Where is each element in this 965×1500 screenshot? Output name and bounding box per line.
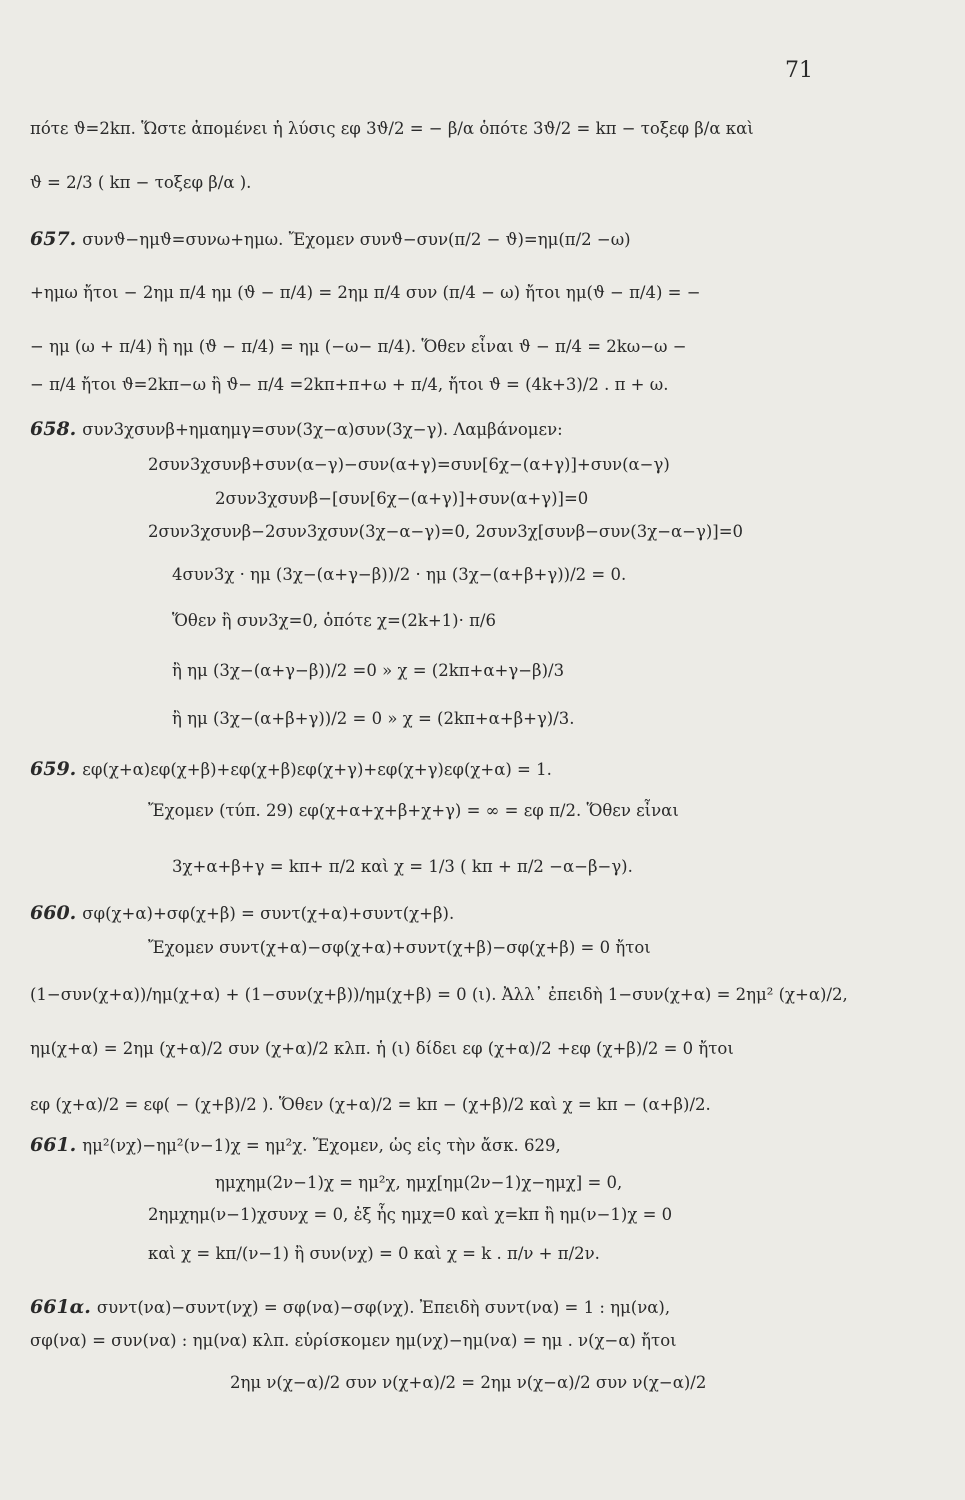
text-line: Ἔχομεν συντ(χ+α)−σφ(χ+α)+συντ(χ+β)−σφ(χ+β) = 0 ἤτοι <box>148 938 651 957</box>
text-line: Ἔχομεν (τύπ. 29) εφ(χ+α+χ+β+χ+γ) = ∞ = εφ π/2. Ὅθεν εἶναι <box>148 801 679 820</box>
equation-line: 2ημχημ(ν−1)χσυνχ = 0, ἐξ ἧς ημχ=0 καὶ χ=kπ ἢ ημ(ν−1)χ = 0 <box>148 1205 673 1224</box>
exercise-658: 658. συν3χσυνβ+ημαημγ=συν(3χ−α)συν(3χ−γ). Λαμβάνομεν: <box>30 418 563 440</box>
exercise-number: 658. <box>30 418 77 440</box>
equation-line: 4συν3χ · ημ (3χ−(α+γ−β))/2 · ημ (3χ−(α+β+γ))/2 = 0. <box>172 565 627 584</box>
exercise-number: 661. <box>30 1134 77 1156</box>
equation-line: Ὅθεν ἢ συν3χ=0, ὁπότε χ=(2k+1)· π/6 <box>172 611 496 630</box>
page-number: 71 <box>785 58 813 83</box>
exercise-659: 659. εφ(χ+α)εφ(χ+β)+εφ(χ+β)εφ(χ+γ)+εφ(χ+γ)εφ(χ+α) = 1. <box>30 758 552 780</box>
exercise-661: 661. ημ²(νχ)−ημ²(ν−1)χ = ημ²χ. Ἔχομεν, ὡς εἰς τὴν ἄσκ. 629, <box>30 1134 561 1156</box>
text-line: (1−συν(χ+α))/ημ(χ+α) + (1−συν(χ+β))/ημ(χ+β) = 0 (ι). Ἀλλ᾽ ἐπειδὴ 1−συν(χ+α) = 2ημ² (χ+α)/2, <box>30 985 848 1004</box>
equation-line: ημχημ(2ν−1)χ = ημ²χ, ημχ[ημ(2ν−1)χ−ημχ] = 0, <box>215 1173 623 1192</box>
exercise-number: 660. <box>30 902 77 924</box>
text-line: σφ(να) = συν(να) : ημ(να) κλπ. εὑρίσκομεν ημ(νχ)−ημ(να) = ημ . ν(χ−α) ἤτοι <box>30 1331 677 1350</box>
text-line: +ημω ἤτοι − 2ημ π/4 ημ (ϑ − π/4) = 2ημ π/4 συν (π/4 − ω) ἤτοι ημ(ϑ − π/4) = − <box>30 283 701 302</box>
equation-line: 2συν3χσυνβ−2συν3χσυν(3χ−α−γ)=0, 2συν3χ[συνβ−συν(3χ−α−γ)]=0 <box>148 522 744 541</box>
text-line: εφ (χ+α)/2 = εφ( − (χ+β)/2 ). Ὅθεν (χ+α)/2 = kπ − (χ+β)/2 καὶ χ = kπ − (α+β)/2. <box>30 1095 711 1114</box>
text-line: ϑ = 2/3 ( kπ − τοξεφ β/α ). <box>30 173 252 192</box>
text-line: πότε ϑ=2kπ. Ὥστε ἀπομένει ἡ λύσις εφ 3ϑ/2 = − β/α ὁπότε 3ϑ/2 = kπ − τοξεφ β/α καὶ <box>30 119 754 138</box>
equation-line: 2ημ ν(χ−α)/2 συν ν(χ+α)/2 = 2ημ ν(χ−α)/2 συν ν(χ−α)/2 <box>230 1373 707 1392</box>
equation-line: ἢ ημ (3χ−(α+γ−β))/2 =0 » χ = (2kπ+α+γ−β)/3 <box>172 661 565 680</box>
exercise-number: 659. <box>30 758 77 780</box>
exercise-660: 660. σφ(χ+α)+σφ(χ+β) = συντ(χ+α)+συντ(χ+β). <box>30 902 455 924</box>
equation-line: 3χ+α+β+γ = kπ+ π/2 καὶ χ = 1/3 ( kπ + π/2 −α−β−γ). <box>172 857 633 876</box>
equation-line: 2συν3χσυνβ+συν(α−γ)−συν(α+γ)=συν[6χ−(α+γ)]+συν(α−γ) <box>148 455 670 474</box>
equation-line: ἢ ημ (3χ−(α+β+γ))/2 = 0 » χ = (2kπ+α+β+γ)/3. <box>172 709 575 728</box>
exercise-number: 661α. <box>30 1296 91 1318</box>
text-line: − π/4 ἤτοι ϑ=2kπ−ω ἢ ϑ− π/4 =2kπ+π+ω + π/4, ἤτοι ϑ = (4k+3)/2 . π + ω. <box>30 375 669 394</box>
exercise-number: 657. <box>30 228 77 250</box>
text-line: − ημ (ω + π/4) ἢ ημ (ϑ − π/4) = ημ (−ω− π/4). Ὅθεν εἶναι ϑ − π/4 = 2kω−ω − <box>30 337 687 356</box>
equation-line: 2συν3χσυνβ−[συν[6χ−(α+γ)]+συν(α+γ)]=0 <box>215 489 589 508</box>
exercise-657: 657. συνϑ−ημϑ=συνω+ημω. Ἔχομεν συνϑ−συν(π/2 − ϑ)=ημ(π/2 −ω) <box>30 228 631 250</box>
exercise-661a: 661α. συντ(να)−συντ(νχ) = σφ(να)−σφ(νχ). Ἐπειδὴ συντ(να) = 1 : ημ(να), <box>30 1296 671 1318</box>
equation-line: καὶ χ = kπ/(ν−1) ἢ συν(νχ) = 0 καὶ χ = k . π/ν + π/2ν. <box>148 1244 600 1263</box>
text-line: ημ(χ+α) = 2ημ (χ+α)/2 συν (χ+α)/2 κλπ. ἡ (ι) δίδει εφ (χ+α)/2 +εφ (χ+β)/2 = 0 ἤτοι <box>30 1039 734 1058</box>
